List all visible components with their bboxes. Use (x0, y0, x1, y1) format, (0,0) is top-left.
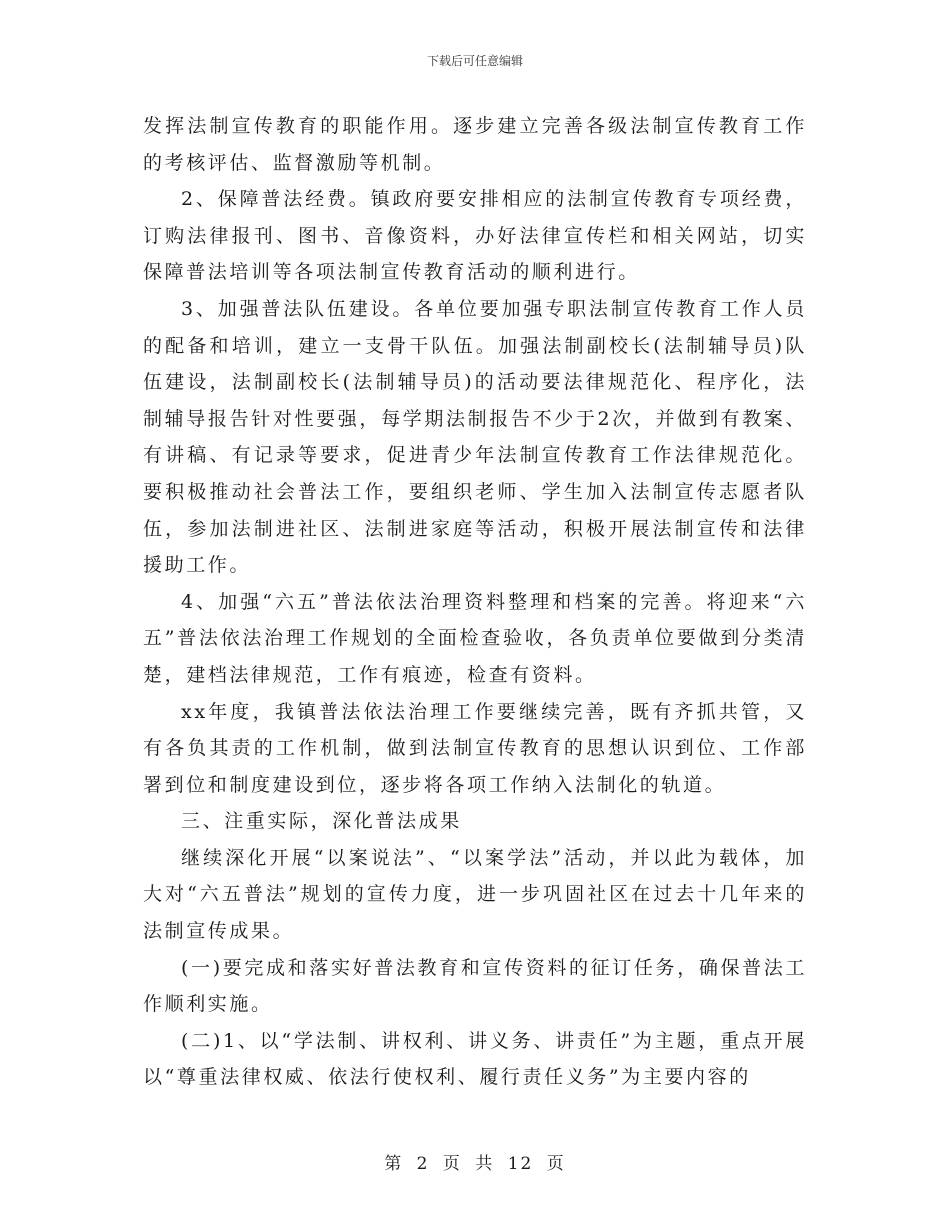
document-body (143, 108, 807, 1096)
paragraph-continuation: 发挥法制宣传教育的职能作用。逐步建立完善各级法制宣传教育工作的考核评估、监督激励等机制。 (143, 115, 807, 174)
page-header-note: 下载后可任意编辑 (426, 54, 523, 68)
paragraph-annual-summary: xx年度，我镇普法依法治理工作要继续完善，既有齐抓共管，又有各负其责的工作机制，做到法制宣传教育的思想认识到位、工作部署到位和制度建设到位，逐步将各项工作纳入法制化的轨道。 (143, 700, 807, 796)
paragraph-subitem-1: (一)要完成和落实好普法教育和宣传资料的征订任务，确保普法工作顺利实施。 (143, 956, 807, 1016)
paragraph-item-4: 4、加强“六五”普法依法治理资料整理和档案的完善。将迎来“六五”普法依法治理工作规划的全面检查验收，各负责单位要做到分类清楚，建档法律规范，工作有痕迹，检查有资料。 (143, 590, 807, 686)
section-heading-3: 三、注重实际，深化普法成果 (181, 810, 462, 833)
paragraph-item-3: 3、加强普法队伍建设。各单位要加强专职法制宣传教育工作人员的配备和培训，建立一支骨干队伍。加强法制副校长(法制辅导员)队伍建设，法制副校长(法制辅导员)的活动要法律规范化、程序化，法制辅导报告针对性要强，每学期法制报告不少于2次，并做到有教案、有讲稿、有记录等要求，促进青少年法制宣传教育工作法律规范化。要积极推动社会普法工作，要组织老师、学生加入法制宣传志愿者队伍，参加法制进社区、法制进家庭等活动，积极开展法制宣传和法律援助工作。 (143, 297, 807, 577)
paragraph-section-3-intro: 继续深化开展“以案说法”、“以案学法”活动，并以此为载体，加大对“六五普法”规划的宣传力度，进一步巩固社区在过去十几年来的法制宣传成果。 (143, 846, 807, 943)
paragraph-subitem-2: (二)1、以“学法制、讲权利、讲义务、讲责任”为主题，重点开展以“尊重法律权威、依法行使权利、履行责任义务”为主要内容的 (143, 1029, 807, 1089)
paragraph-item-2: 2、保障普法经费。镇政府要安排相应的法制宣传教育专项经费，订购法律报刊、图书、音像资料，办好法律宣传栏和相关网站，切实保障普法培训等各项法制宣传教育活动的顺利进行。 (143, 188, 807, 284)
page-number-footer: 第 2 页 共 12 页 (384, 1154, 566, 1174)
